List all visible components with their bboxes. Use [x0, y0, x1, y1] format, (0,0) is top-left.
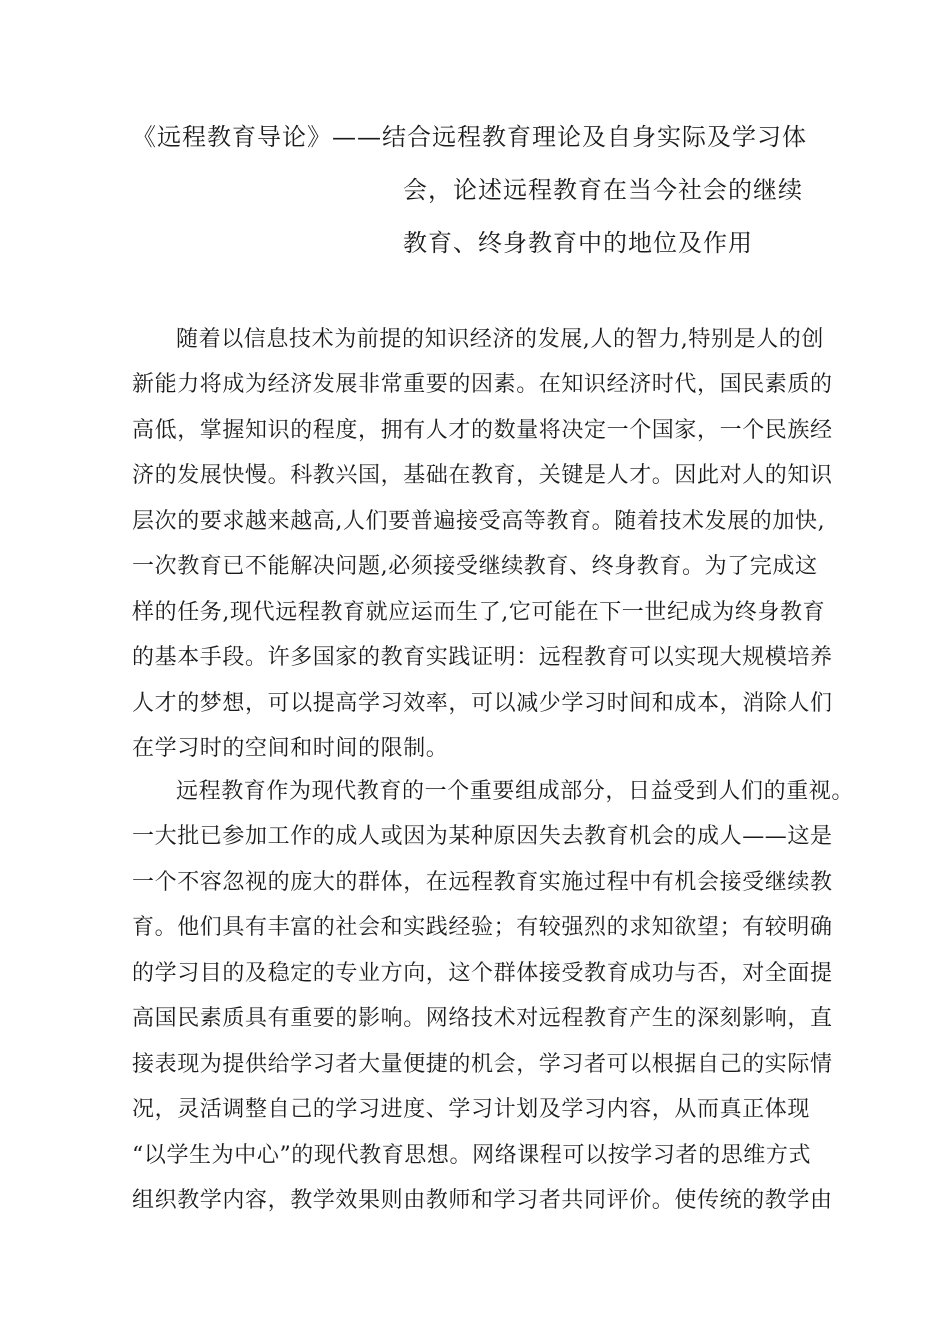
paragraph-1-line-2: 新能力将成为经济发展非常重要的因素。在知识经济时代，国民素质的: [132, 372, 833, 397]
paragraph-2-line-2: 一大批已参加工作的成人或因为某种原因失去教育机会的成人——这是: [132, 824, 833, 849]
paragraph-1-line-10: 在学习时的空间和时间的限制。: [132, 736, 449, 761]
paragraph-2-line-8: 况，灵活调整自己的学习进度、学习计划及学习内容，从而真正体现: [132, 1097, 811, 1122]
paragraph-2-line-1: 远程教育作为现代教育的一个重要组成部分，日益受到人们的重视。: [176, 779, 855, 804]
paragraph-1-line-6: 一次教育已不能解决问题,必须接受继续教育、终身教育。为了完成这: [132, 554, 818, 579]
paragraph-1-line-5: 层次的要求越来越高,人们要普遍接受高等教育。随着技术发展的加快,: [132, 509, 826, 534]
paragraph-1-line-1: 随着以信息技术为前提的知识经济的发展,人的智力,特别是人的创: [176, 327, 824, 352]
paragraph-1-line-8: 的基本手段。许多国家的教育实践证明：远程教育可以实现大规模培养: [132, 645, 833, 670]
paragraph-2-line-5: 的学习目的及稳定的专业方向，这个群体接受教育成功与否，对全面提: [132, 961, 833, 986]
paragraph-1-line-3: 高低，掌握知识的程度，拥有人才的数量将决定一个国家，一个民族经: [132, 418, 833, 443]
paragraph-2-line-6: 高国民素质具有重要的影响。网络技术对远程教育产生的深刻影响，直: [132, 1006, 833, 1031]
paragraph-1-line-7: 样的任务,现代远程教育就应运而生了,它可能在下一世纪成为终身教育: [132, 600, 826, 625]
paragraph-2-line-7: 接表现为提供给学习者大量便捷的机会，学习者可以根据自己的实际情: [132, 1052, 833, 1077]
paragraph-2-line-3: 一个不容忽视的庞大的群体，在远程教育实施过程中有机会接受继续教: [132, 870, 833, 895]
paragraph-2-line-10: 组织教学内容，教学效果则由教师和学习者共同评价。使传统的教学由: [132, 1188, 833, 1213]
paragraph-2-line-9: “以学生为中心”的现代教育思想。网络课程可以按学习者的思维方式: [132, 1143, 812, 1168]
paragraph-1-line-4: 济的发展快慢。科教兴国，基础在教育，关键是人才。因此对人的知识: [132, 463, 833, 488]
title-line-1: 《远程教育导论》——结合远程教育理论及自身实际及学习体: [132, 123, 807, 151]
title-line-3: 教育、终身教育中的地位及作用: [403, 229, 753, 257]
paragraph-1-line-9: 人才的梦想，可以提高学习效率，可以减少学习时间和成本，消除人们: [132, 691, 833, 716]
title-line-2: 会，论述远程教育在当今社会的继续: [403, 176, 803, 204]
paragraph-2-line-4: 育。他们具有丰富的社会和实践经验；有较强烈的求知欲望；有较明确: [132, 915, 833, 940]
